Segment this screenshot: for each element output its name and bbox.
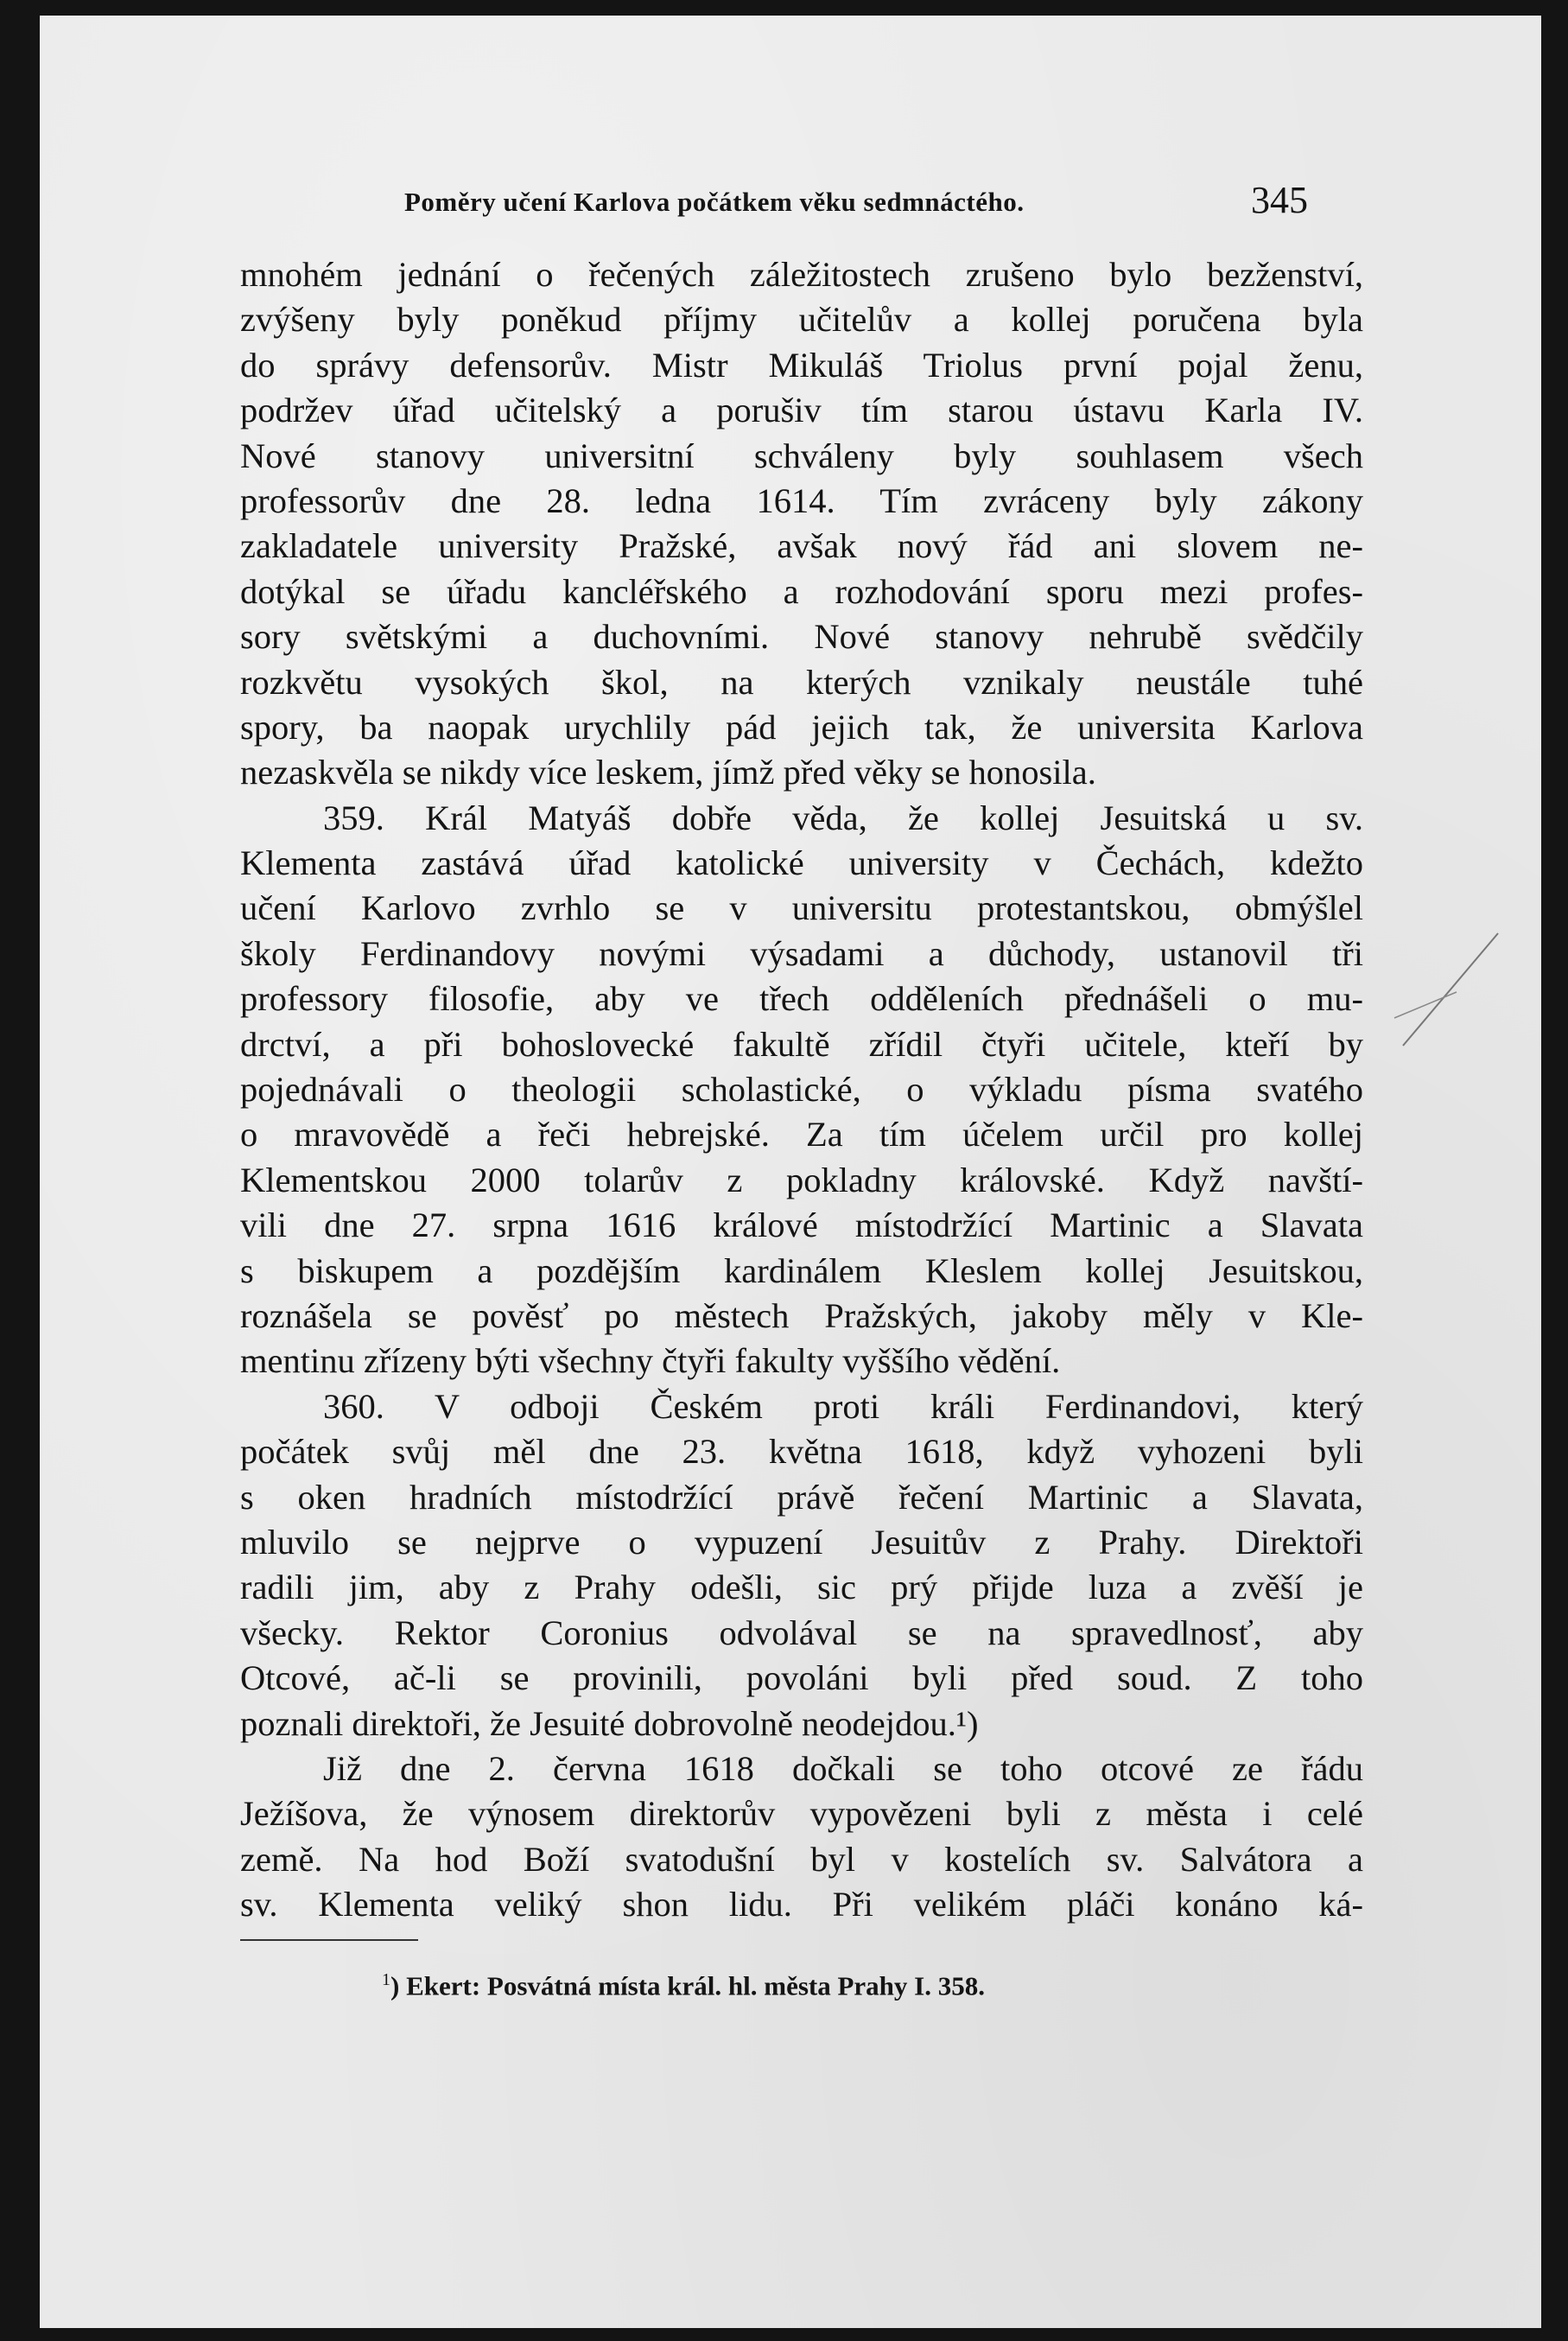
text-line: spory, ba naopak urychlily pád jejich tak, že universita Karlova xyxy=(240,707,1363,747)
running-title: Poměry učení Karlova počátkem věku sedmnáctého. xyxy=(404,187,1025,217)
book-page xyxy=(40,16,1541,2328)
text-line: školy Ferdinandovy novými výsadami a důchody, ustanovil tři xyxy=(240,933,1363,973)
text-line: země. Na hod Boží svatodušní byl v kostelích sv. Salvátora a xyxy=(240,1839,1363,1879)
text-line: roznášela se pověsť po městech Pražských, jakoby měly v Kle- xyxy=(240,1295,1363,1335)
text-line: professorův dne 28. ledna 1614. Tím zvráceny byly zákony xyxy=(240,480,1363,520)
text-line: Klementa zastává úřad katolické university v Čechách, kdežto xyxy=(240,843,1363,883)
paragraph-start: Již dne 2. června 1618 dočkali se toho otcové ze řádu xyxy=(323,1748,1363,1788)
paragraph-359-start: 359. Král Matyáš dobře věda, že kollej Jesuitská u sv. xyxy=(323,798,1363,837)
text-line: drctví, a při bohoslovecké fakultě zřídil čtyři učitele, kteří by xyxy=(240,1024,1363,1064)
text-line: radili jim, aby z Prahy odešli, sic prý přijde luza a zvěší je xyxy=(240,1568,1363,1607)
text-line: všecky. Rektor Coronius odvolával se na spravedlnosť, aby xyxy=(240,1613,1363,1652)
footnote-divider xyxy=(240,1939,418,1941)
margin-pencil-mark xyxy=(1377,932,1507,1053)
page-header xyxy=(404,178,1355,230)
text-line: zvýšeny byly poněkud příjmy učitelův a kollej poručena byla xyxy=(240,300,1363,340)
footnote-text: ) Ekert: Posvátná místa král. hl. města Prahy I. 358. xyxy=(390,1970,985,2001)
text-line: poznali direktoři, že Jesuité dobrovolně neodejdou.¹) xyxy=(240,1703,979,1743)
text-line: rozkvětu vysokých škol, na kterých vznikaly neustále tuhé xyxy=(240,662,1363,702)
text-line: sory světskými a duchovními. Nové stanovy nehrubě svědčily xyxy=(240,617,1363,657)
text-line: dotýkal se úřadu kancléřského a rozhodování sporu mezi profes- xyxy=(240,571,1363,611)
text-line: do správy defensorův. Mistr Mikuláš Triolus první pojal ženu, xyxy=(240,345,1363,385)
text-line: mentinu zřízeny býti všechny čtyři fakulty vyššího vědění. xyxy=(240,1341,1061,1381)
text-line: Klementskou 2000 tolarův z pokladny královské. Když navští- xyxy=(240,1160,1363,1199)
text-line: s biskupem a pozdějším kardinálem Kleslem kollej Jesuitskou, xyxy=(240,1250,1363,1290)
text-line: podržev úřad učitelský a porušiv tím starou ústavu Karla IV. xyxy=(240,391,1363,430)
text-line: o mravovědě a řeči hebrejské. Za tím účelem určil pro kollej xyxy=(240,1115,1363,1155)
body-text xyxy=(240,252,1363,1927)
text-line: počátek svůj měl dne 23. května 1618, když vyhozeni byli xyxy=(240,1432,1363,1472)
paragraph-360-start: 360. V odboji Českém proti králi Ferdinandovi, který xyxy=(323,1386,1363,1426)
text-line: nezaskvěla se nikdy více leskem, jímž před věky se honosila. xyxy=(240,753,1096,792)
text-line: professory filosofie, aby ve třech odděleních přednášeli o mu- xyxy=(240,979,1363,1019)
text-line: s oken hradních místodržící právě řečení Martinic a Slavata, xyxy=(240,1477,1363,1517)
text-line: učení Karlovo zvrhlo se v universitu protestantskou, obmýšlel xyxy=(240,888,1363,928)
text-line: Ježíšova, že výnosem direktorův vypovězeni byli z města i celé xyxy=(240,1794,1363,1834)
text-line: sv. Klementa veliký shon lidu. Při velikém pláči konáno ká- xyxy=(240,1885,1363,1924)
page-number: 345 xyxy=(1251,179,1308,221)
text-line: pojednávali o theologii scholastické, o výkladu písma svatého xyxy=(240,1070,1363,1110)
text-line: mluvilo se nejprve o vypuzení Jesuitův z Prahy. Direktoři xyxy=(240,1522,1363,1562)
text-line: zakladatele university Pražské, avšak nový řád ani slovem ne- xyxy=(240,526,1363,566)
text-line: mnohém jednání o řečených záležitostech zrušeno bylo bezženství, xyxy=(240,255,1363,294)
footnote-marker: 1 xyxy=(382,1970,390,1989)
text-line: vili dne 27. srpna 1616 králové místodržící Martinic a Slavata xyxy=(240,1205,1363,1245)
text-line: Otcové, ač-li se provinili, povoláni byli před soud. Z toho xyxy=(240,1658,1363,1698)
text-line: Nové stanovy universitní schváleny byly souhlasem všech xyxy=(240,436,1363,475)
footnote xyxy=(382,1970,985,2001)
